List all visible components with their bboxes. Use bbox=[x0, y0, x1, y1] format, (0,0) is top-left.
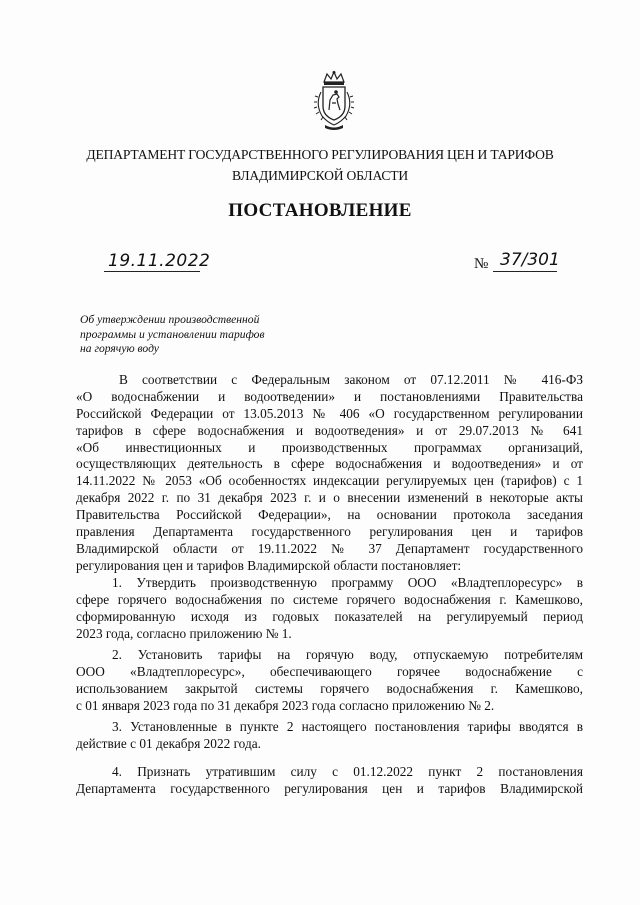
paragraph-line: Российской Федерации от 13.05.2013 № 406 «О государственном регулировании bbox=[76, 405, 583, 421]
paragraph-line: ООО «Владтеплоресурс», обеспечивающего горячее водоснабжение с bbox=[76, 663, 583, 679]
paragraph-line: правления Департамента государственного регулирования цен и тарифов bbox=[76, 524, 583, 540]
item-4-paragraph bbox=[76, 764, 583, 798]
paragraph-line: «Об инвестиционных и производственных программах организаций, bbox=[76, 439, 583, 455]
paragraph-line: 3. Установленные в пункте 2 настоящего постановления тарифы вводятся в bbox=[112, 719, 583, 734]
item-3-paragraph bbox=[76, 719, 583, 753]
number-label: № bbox=[474, 256, 489, 272]
item-2-paragraph bbox=[76, 647, 583, 715]
department-name-line2: ВЛАДИМИРСКОЙ ОБЛАСТИ bbox=[232, 168, 408, 183]
paragraph-line: «О водоснабжении и водоотведении» и постановлениями Правительства bbox=[76, 388, 583, 404]
document-subject bbox=[80, 313, 300, 357]
date-underline bbox=[104, 271, 200, 272]
paragraph-line: Правительства Российской Федерации», на основании протокола заседания bbox=[76, 507, 583, 523]
paragraph-line: 2023 года, согласно приложению № 1. bbox=[76, 625, 292, 641]
number-underline bbox=[493, 271, 557, 272]
paragraph-line: использованием закрытой системы горячего водоснабжения г. Камешково, bbox=[76, 680, 583, 696]
paragraph-line: сфере горячего водоснабжения по системе горячего водоснабжения г. Камешково, bbox=[76, 591, 583, 607]
document-number: 37/301 bbox=[500, 250, 560, 270]
item-1-paragraph bbox=[76, 575, 583, 643]
paragraph-line: сформированную исходя из годовых показателей на регулируемый период bbox=[76, 608, 583, 624]
paragraph-line: Владимирской области от 19.11.2022 № 37 Департамент государственного bbox=[76, 540, 583, 556]
paragraph-line: декабря 2022 г. по 31 декабря 2023 г. и о внесении изменений в некоторые акты bbox=[76, 490, 583, 506]
department-name-line1: ДЕПАРТАМЕНТ ГОСУДАРСТВЕННОГО РЕГУЛИРОВАНИЯ ЦЕН И ТАРИФОВ bbox=[86, 147, 554, 162]
paragraph-line: действие с 01 декабря 2022 года. bbox=[76, 735, 261, 751]
subject-line: на горячую воду bbox=[80, 342, 159, 356]
paragraph-line: 4. Признать утратившим силу с 01.12.2022 пункт 2 постановления bbox=[112, 764, 583, 779]
paragraph-line: Департамента государственного регулирования цен и тарифов Владимирской bbox=[76, 780, 583, 796]
document-type-title: ПОСТАНОВЛЕНИЕ bbox=[228, 200, 412, 221]
paragraph-line: 2. Установить тарифы на горячую воду, отпускаемую потребителям bbox=[112, 647, 583, 662]
subject-line: Об утверждении производственной bbox=[80, 313, 260, 326]
coat-of-arms-icon bbox=[312, 70, 356, 132]
paragraph-line: 14.11.2022 № 2053 «Об особенностях индексации регулируемых цен (тарифов) с 1 bbox=[76, 473, 583, 489]
paragraph-line: с 01 января 2023 года по 31 декабря 2023 года согласно приложению № 2. bbox=[76, 697, 495, 713]
paragraph-line: В соответствии с Федеральным законом от 07.12.2011 № 416-ФЗ bbox=[119, 372, 583, 387]
paragraph-line: тарифов в сфере водоснабжения и водоотведения» и от 29.07.2013 № 641 bbox=[76, 422, 583, 438]
paragraph-line: осуществляющих деятельность в сфере водоснабжения и водоотведения» и от bbox=[76, 456, 583, 472]
paragraph-line: регулирования цен и тарифов Владимирской области постановляет: bbox=[76, 557, 462, 573]
document-date: 19.11.2022 bbox=[108, 251, 211, 271]
paragraph-line: 1. Утвердить производственную программу ООО «Владтеплоресурс» в bbox=[112, 575, 583, 590]
preamble-paragraph bbox=[76, 372, 583, 575]
subject-line: программы и установлении тарифов bbox=[80, 327, 265, 341]
